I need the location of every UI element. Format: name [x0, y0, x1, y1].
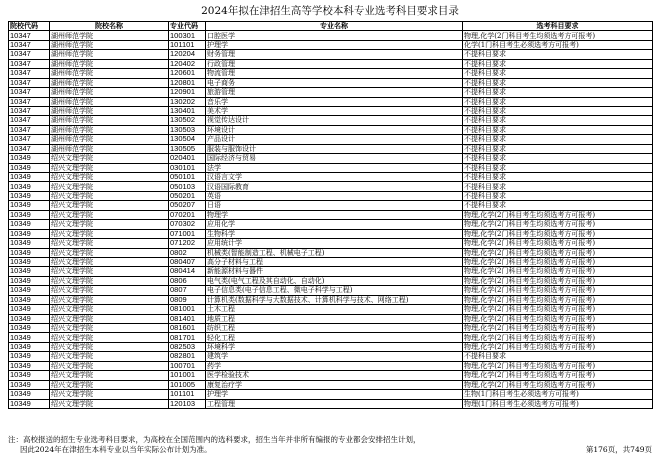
- school-code-cell: 10349: [9, 163, 50, 172]
- table-row: [9, 125, 653, 134]
- major-code-cell: 130202: [169, 97, 206, 106]
- major-name-cell: 电子商务: [206, 78, 463, 87]
- table-row: [9, 59, 653, 68]
- school-code-cell: 10349: [9, 229, 50, 238]
- school-name-cell: 湖州师范学院: [50, 116, 169, 125]
- major-name-cell: 应用化学: [206, 220, 463, 229]
- requirement-cell: 不提科目要求: [463, 173, 653, 182]
- major-code-cell: 0802: [169, 248, 206, 257]
- table-row: [9, 314, 653, 323]
- school-name-cell: 绍兴文理学院: [50, 305, 169, 314]
- school-code-cell: 10349: [9, 182, 50, 191]
- major-code-cell: 130503: [169, 125, 206, 134]
- requirement-cell: 物理,化学(2门科目考生均须选考方可报考): [463, 286, 653, 295]
- major-name-cell: 机械类(智能制造工程、机械电子工程): [206, 248, 463, 257]
- major-name-cell: 环境科学: [206, 342, 463, 351]
- major-code-cell: 050201: [169, 191, 206, 200]
- table-row: [9, 390, 653, 399]
- requirement-cell: 物理,化学(2门科目考生均须选考方可报考): [463, 239, 653, 248]
- major-code-cell: 070302: [169, 220, 206, 229]
- school-name-cell: 绍兴文理学院: [50, 182, 169, 191]
- major-code-cell: 120402: [169, 59, 206, 68]
- requirement-cell: 不提科目要求: [463, 69, 653, 78]
- major-name-cell: 汉语言文学: [206, 173, 463, 182]
- major-name-cell: 应用统计学: [206, 239, 463, 248]
- school-name-cell: 湖州师范学院: [50, 78, 169, 87]
- major-code-cell: 100301: [169, 31, 206, 40]
- school-code-cell: 10347: [9, 69, 50, 78]
- school-code-cell: 10347: [9, 59, 50, 68]
- major-name-cell: 护理学: [206, 40, 463, 49]
- requirement-cell: 物理,化学(2门科目考生均须选考方可报考): [463, 314, 653, 323]
- school-code-cell: 10349: [9, 276, 50, 285]
- school-code-cell: 10347: [9, 125, 50, 134]
- major-code-cell: 020401: [169, 154, 206, 163]
- school-name-cell: 绍兴文理学院: [50, 390, 169, 399]
- major-code-cell: 070201: [169, 210, 206, 219]
- table-row: [9, 295, 653, 304]
- requirement-cell: 物理,化学(2门科目考生均须选考方可报考): [463, 342, 653, 351]
- school-code-cell: 10347: [9, 144, 50, 153]
- major-name-cell: 国际经济与贸易: [206, 154, 463, 163]
- school-name-cell: 绍兴文理学院: [50, 173, 169, 182]
- requirement-cell: 不提科目要求: [463, 352, 653, 361]
- requirement-cell: 物理,化学(2门科目考生均须选考方可报考): [463, 257, 653, 266]
- table-row: [9, 106, 653, 115]
- major-name-cell: 英语: [206, 191, 463, 200]
- school-name-cell: 绍兴文理学院: [50, 229, 169, 238]
- major-name-cell: 物流管理: [206, 69, 463, 78]
- major-code-cell: 120601: [169, 69, 206, 78]
- table-row: [9, 324, 653, 333]
- school-name-cell: 绍兴文理学院: [50, 163, 169, 172]
- school-code-cell: 10349: [9, 210, 50, 219]
- school-code-cell: 10347: [9, 116, 50, 125]
- school-name-cell: 湖州师范学院: [50, 50, 169, 59]
- table-row: [9, 50, 653, 59]
- major-name-cell: 新能源材料与器件: [206, 267, 463, 276]
- school-code-cell: 10349: [9, 239, 50, 248]
- school-name-cell: 绍兴文理学院: [50, 248, 169, 257]
- table-row: [9, 380, 653, 389]
- table-row: [9, 239, 653, 248]
- school-name-cell: 湖州师范学院: [50, 106, 169, 115]
- table-header: [9, 22, 653, 31]
- requirement-cell: 物理,化学(2门科目考生均须选考方可报考): [463, 276, 653, 285]
- requirement-cell: 不提科目要求: [463, 106, 653, 115]
- school-code-cell: 10349: [9, 342, 50, 351]
- major-code-cell: 130504: [169, 135, 206, 144]
- major-name-cell: 行政管理: [206, 59, 463, 68]
- major-name-cell: 美术学: [206, 106, 463, 115]
- requirement-cell: 不提科目要求: [463, 201, 653, 210]
- major-name-cell: 财务管理: [206, 50, 463, 59]
- page-title: 2024年拟在津招生高等学校本科专业选考科目要求目录: [201, 5, 459, 17]
- major-name-cell: 医学检验技术: [206, 371, 463, 380]
- requirement-cell: 不提科目要求: [463, 135, 653, 144]
- major-code-cell: 101001: [169, 371, 206, 380]
- school-name-cell: 绍兴文理学院: [50, 371, 169, 380]
- major-name-cell: 环境设计: [206, 125, 463, 134]
- table-row: [9, 229, 653, 238]
- major-code-cell: 130502: [169, 116, 206, 125]
- requirement-cell: 物理,化学(2门科目考生均须选考方可报考): [463, 361, 653, 370]
- major-code-cell: 101101: [169, 390, 206, 399]
- requirement-cell: 不提科目要求: [463, 154, 653, 163]
- major-code-cell: 120901: [169, 88, 206, 97]
- requirement-cell: 物理(1门科目考生必须选考方可报考): [463, 399, 653, 408]
- school-name-cell: 湖州师范学院: [50, 135, 169, 144]
- major-name-cell: 物理学: [206, 210, 463, 219]
- school-code-cell: 10347: [9, 78, 50, 87]
- school-name-cell: 湖州师范学院: [50, 125, 169, 134]
- major-name-cell: 汉语国际教育: [206, 182, 463, 191]
- table-row: [9, 40, 653, 49]
- requirements-table: [8, 21, 653, 409]
- table-row: [9, 154, 653, 163]
- school-code-cell: 10349: [9, 352, 50, 361]
- requirement-cell: 物理,化学(2门科目考生均须选考方可报考): [463, 295, 653, 304]
- school-name-cell: 绍兴文理学院: [50, 154, 169, 163]
- major-code-cell: 080407: [169, 257, 206, 266]
- requirement-cell: 物理,化学(2门科目考生均须选考方可报考): [463, 229, 653, 238]
- school-code-cell: 10349: [9, 173, 50, 182]
- school-name-cell: 湖州师范学院: [50, 40, 169, 49]
- table-row: [9, 220, 653, 229]
- major-name-cell: 土木工程: [206, 305, 463, 314]
- table-row: [9, 78, 653, 87]
- requirement-cell: 不提科目要求: [463, 59, 653, 68]
- requirement-cell: 不提科目要求: [463, 182, 653, 191]
- table-row: [9, 31, 653, 40]
- table-row: [9, 210, 653, 219]
- table-row: [9, 267, 653, 276]
- table-row: [9, 69, 653, 78]
- school-code-cell: 10349: [9, 295, 50, 304]
- requirement-cell: 物理,化学(2门科目考生均须选考方可报考): [463, 267, 653, 276]
- school-name-cell: 绍兴文理学院: [50, 324, 169, 333]
- school-name-cell: 绍兴文理学院: [50, 333, 169, 342]
- table-row: [9, 248, 653, 257]
- school-code-cell: 10347: [9, 97, 50, 106]
- major-code-cell: 071202: [169, 239, 206, 248]
- school-code-cell: 10347: [9, 50, 50, 59]
- major-code-cell: 050207: [169, 201, 206, 210]
- major-name-cell: 护理学: [206, 390, 463, 399]
- school-code-cell: 10349: [9, 390, 50, 399]
- table-row: [9, 399, 653, 408]
- major-code-cell: 050103: [169, 182, 206, 191]
- major-code-cell: 101101: [169, 40, 206, 49]
- header-school-name: 院校名称: [50, 22, 169, 31]
- major-name-cell: 旅游管理: [206, 88, 463, 97]
- major-code-cell: 080414: [169, 267, 206, 276]
- major-name-cell: 日语: [206, 201, 463, 210]
- school-code-cell: 10349: [9, 371, 50, 380]
- table-row: [9, 97, 653, 106]
- school-name-cell: 绍兴文理学院: [50, 295, 169, 304]
- requirement-cell: 物理,化学(2门科目考生均须选考方可报考): [463, 380, 653, 389]
- major-name-cell: 计算机类(数据科学与大数据技术、计算机科学与技术、网络工程): [206, 295, 463, 304]
- school-name-cell: 湖州师范学院: [50, 88, 169, 97]
- school-code-cell: 10347: [9, 135, 50, 144]
- major-code-cell: 081701: [169, 333, 206, 342]
- major-name-cell: 轻化工程: [206, 333, 463, 342]
- major-name-cell: 法学: [206, 163, 463, 172]
- major-name-cell: 纺织工程: [206, 324, 463, 333]
- table-row: [9, 276, 653, 285]
- school-code-cell: 10349: [9, 191, 50, 200]
- table-row: [9, 342, 653, 351]
- school-code-cell: 10349: [9, 333, 50, 342]
- table-body: [9, 31, 653, 409]
- major-name-cell: 康复治疗学: [206, 380, 463, 389]
- major-name-cell: 产品设计: [206, 135, 463, 144]
- major-code-cell: 082801: [169, 352, 206, 361]
- school-name-cell: 绍兴文理学院: [50, 201, 169, 210]
- school-code-cell: 10349: [9, 257, 50, 266]
- major-code-cell: 101005: [169, 380, 206, 389]
- table-row: [9, 352, 653, 361]
- school-name-cell: 绍兴文理学院: [50, 342, 169, 351]
- requirement-cell: 不提科目要求: [463, 88, 653, 97]
- major-code-cell: 130401: [169, 106, 206, 115]
- school-name-cell: 湖州师范学院: [50, 144, 169, 153]
- requirement-cell: 物理,化学(2门科目考生均须选考方可报考): [463, 371, 653, 380]
- school-name-cell: 绍兴文理学院: [50, 191, 169, 200]
- major-code-cell: 082503: [169, 342, 206, 351]
- major-name-cell: 工程管理: [206, 399, 463, 408]
- requirement-cell: 不提科目要求: [463, 191, 653, 200]
- requirement-cell: 不提科目要求: [463, 163, 653, 172]
- header-school-code: 院校代码: [9, 22, 50, 31]
- major-name-cell: 地质工程: [206, 314, 463, 323]
- school-code-cell: 10349: [9, 361, 50, 370]
- major-code-cell: 120103: [169, 399, 206, 408]
- school-name-cell: 绍兴文理学院: [50, 257, 169, 266]
- school-name-cell: 绍兴文理学院: [50, 361, 169, 370]
- school-code-cell: 10349: [9, 380, 50, 389]
- requirement-cell: 物理,化学(2门科目考生均须选考方可报考): [463, 324, 653, 333]
- footer-note-line2: 因此2024年在津招生本科专业以当年实际公布计划为准。: [20, 445, 212, 454]
- school-code-cell: 10349: [9, 399, 50, 408]
- major-code-cell: 120204: [169, 50, 206, 59]
- table-row: [9, 144, 653, 153]
- school-name-cell: 绍兴文理学院: [50, 210, 169, 219]
- major-name-cell: 视觉传达设计: [206, 116, 463, 125]
- requirement-cell: 不提科目要求: [463, 116, 653, 125]
- requirement-cell: 物理,化学(2门科目考生均须选考方可报考): [463, 220, 653, 229]
- requirement-cell: 不提科目要求: [463, 144, 653, 153]
- school-name-cell: 湖州师范学院: [50, 97, 169, 106]
- header-subject-requirement: 选考科目要求: [463, 22, 653, 31]
- major-name-cell: 电子信息类(电子信息工程、微电子科学与工程): [206, 286, 463, 295]
- school-name-cell: 绍兴文理学院: [50, 267, 169, 276]
- school-name-cell: 湖州师范学院: [50, 69, 169, 78]
- table-row: [9, 163, 653, 172]
- table-row: [9, 191, 653, 200]
- school-code-cell: 10347: [9, 106, 50, 115]
- school-name-cell: 绍兴文理学院: [50, 380, 169, 389]
- table-row: [9, 361, 653, 370]
- school-code-cell: 10349: [9, 286, 50, 295]
- header-row: [9, 22, 653, 31]
- school-name-cell: 绍兴文理学院: [50, 286, 169, 295]
- major-name-cell: 生物科学: [206, 229, 463, 238]
- table-row: [9, 116, 653, 125]
- table-row: [9, 201, 653, 210]
- table-row: [9, 286, 653, 295]
- footer-note-line1: 注：高校报送的招生专业选考科目要求，为高校在全国范围内的选科要求，招生当年并非所有编报的专业都会安排招生计划，: [8, 435, 421, 444]
- school-code-cell: 10347: [9, 31, 50, 40]
- major-code-cell: 081001: [169, 305, 206, 314]
- school-name-cell: 绍兴文理学院: [50, 239, 169, 248]
- major-name-cell: 音乐学: [206, 97, 463, 106]
- major-code-cell: 081601: [169, 324, 206, 333]
- major-code-cell: 030101: [169, 163, 206, 172]
- requirement-cell: 物理,化学(2门科目考生均须选考方可报考): [463, 305, 653, 314]
- school-code-cell: 10349: [9, 248, 50, 257]
- table-row: [9, 135, 653, 144]
- major-name-cell: 高分子材料与工程: [206, 257, 463, 266]
- school-code-cell: 10349: [9, 201, 50, 210]
- requirement-cell: 不提科目要求: [463, 125, 653, 134]
- table-row: [9, 333, 653, 342]
- table-row: [9, 305, 653, 314]
- school-name-cell: 湖州师范学院: [50, 31, 169, 40]
- school-name-cell: 绍兴文理学院: [50, 314, 169, 323]
- major-code-cell: 081401: [169, 314, 206, 323]
- requirement-cell: 物理,化学(2门科目考生均须选考方可报考): [463, 248, 653, 257]
- major-code-cell: 0809: [169, 295, 206, 304]
- header-major-name: 专业名称: [206, 22, 463, 31]
- major-code-cell: 0806: [169, 276, 206, 285]
- major-code-cell: 050101: [169, 173, 206, 182]
- requirement-cell: 物理,化学(2门科目考生均须选考方可报考): [463, 333, 653, 342]
- school-code-cell: 10349: [9, 305, 50, 314]
- requirement-cell: 不提科目要求: [463, 97, 653, 106]
- table-row: [9, 173, 653, 182]
- school-code-cell: 10349: [9, 324, 50, 333]
- school-name-cell: 绍兴文理学院: [50, 399, 169, 408]
- major-code-cell: 0807: [169, 286, 206, 295]
- table-row: [9, 88, 653, 97]
- school-name-cell: 绍兴文理学院: [50, 352, 169, 361]
- major-name-cell: 药学: [206, 361, 463, 370]
- school-code-cell: 10349: [9, 267, 50, 276]
- major-name-cell: 电气类(电气工程及其自动化、自动化): [206, 276, 463, 285]
- school-name-cell: 绍兴文理学院: [50, 220, 169, 229]
- major-name-cell: 口腔医学: [206, 31, 463, 40]
- school-code-cell: 10347: [9, 88, 50, 97]
- school-code-cell: 10347: [9, 40, 50, 49]
- table-row: [9, 257, 653, 266]
- table-row: [9, 371, 653, 380]
- major-code-cell: 071001: [169, 229, 206, 238]
- major-code-cell: 130505: [169, 144, 206, 153]
- requirement-cell: 物理,化学(2门科目考生均须选考方可报考): [463, 210, 653, 219]
- table-row: [9, 182, 653, 191]
- major-code-cell: 120801: [169, 78, 206, 87]
- requirement-cell: 物理,化学(2门科目考生均须选考方可报考): [463, 31, 653, 40]
- requirement-cell: 不提科目要求: [463, 78, 653, 87]
- school-name-cell: 绍兴文理学院: [50, 276, 169, 285]
- school-name-cell: 湖州师范学院: [50, 59, 169, 68]
- requirement-cell: 生物(1门科目考生必须选考方可报考): [463, 390, 653, 399]
- page-number: 第176页，共749页: [585, 445, 652, 454]
- requirement-cell: 化学(1门科目考生必须选考方可报考): [463, 40, 653, 49]
- school-code-cell: 10349: [9, 314, 50, 323]
- requirement-cell: 不提科目要求: [463, 50, 653, 59]
- major-name-cell: 服装与服饰设计: [206, 144, 463, 153]
- header-major-code: 专业代码: [169, 22, 206, 31]
- school-code-cell: 10349: [9, 154, 50, 163]
- school-code-cell: 10349: [9, 220, 50, 229]
- major-code-cell: 100701: [169, 361, 206, 370]
- major-name-cell: 建筑学: [206, 352, 463, 361]
